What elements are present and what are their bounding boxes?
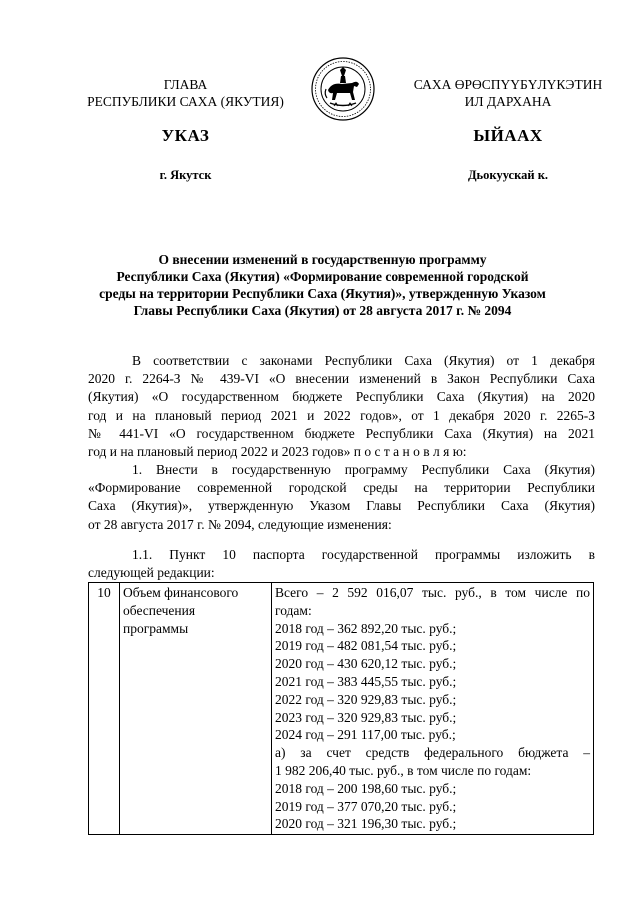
preamble-paragraph <box>88 352 595 461</box>
content-line: 2020 год – 430 620,12 тыс. руб.; <box>275 656 457 672</box>
header-left-line1: ГЛАВА <box>163 77 208 92</box>
body-line: Саха (Якутия)», утвержденную Указом Главы Республики Саха (Якутия) <box>88 498 595 514</box>
body-line: В соответствии с законами Республики Саха (Якутия) от 1 декабря <box>132 353 595 368</box>
content-line: 2018 год – 200 198,60 тыс. руб.; <box>275 780 457 796</box>
content-line: 1 982 206,40 тыс. руб., в том числе по годам: <box>275 762 532 778</box>
item-1-paragraph <box>88 461 595 534</box>
content-line: годам: <box>275 602 312 618</box>
body-line: год и на плановый период 2022 и 2023 годов» п о с т а н о в л я ю: <box>88 443 467 459</box>
body-line: «Формирование современной городской среды на территории Республики <box>88 480 595 496</box>
body-line: 2020 г. 2264-З № 439-VI «О внесении изменений в Закон Республики Саха <box>88 371 595 387</box>
body-line: 1.1. Пункт 10 паспорта государственной программы изложить в <box>132 547 595 562</box>
body-line: от 28 августа 2017 г. № 2094, следующие изменения: <box>88 516 392 532</box>
body-line: следующей редакции: <box>88 565 215 581</box>
title-line: среды на территории Республики Саха (Якутия)», утвержденную Указом <box>99 286 546 301</box>
title-line: О внесении изменений в государственную программу <box>158 252 487 267</box>
content-line: 2022 год – 320 929,83 тыс. руб.; <box>275 691 457 707</box>
content-line: Всего – 2 592 016,07 тыс. руб., в том числе по <box>275 585 590 600</box>
city-ru: г. Якутск <box>159 168 212 182</box>
table-row <box>89 583 594 835</box>
body-line: № 441-VI «О государственном бюджете Республики Саха (Якутия) на 2021 <box>88 425 595 441</box>
body-line: (Якутия) «О государственном бюджете Республики Саха (Якутия) на 2020 <box>88 389 595 405</box>
doc-type-sakha: ЫЙААХ <box>473 126 543 145</box>
item-1-1-paragraph <box>88 546 595 582</box>
financing-table <box>88 582 594 835</box>
content-line: 2023 год – 320 929,83 тыс. руб.; <box>275 709 457 725</box>
coat-of-arms-icon <box>310 56 376 122</box>
header-right-line2: ИЛ ДАРХАНА <box>464 94 552 109</box>
content-line: 2020 год – 321 196,30 тыс. руб.; <box>275 816 457 832</box>
content-line: 2019 год – 377 070,20 тыс. руб.; <box>275 798 457 814</box>
content-line: 2019 год – 482 081,54 тыс. руб.; <box>275 638 457 654</box>
row-content-cell <box>272 583 594 835</box>
title-line: Главы Республики Саха (Якутия) от 28 августа 2017 г. № 2094 <box>133 303 512 318</box>
title-line: Республики Саха (Якутия) «Формирование современной городской <box>116 269 529 284</box>
row-name-cell <box>120 583 272 835</box>
body-line: 1. Внести в государственную программу Республики Саха (Якутия) <box>132 462 595 477</box>
name-line: программы <box>123 620 189 636</box>
doc-type-ru: УКАЗ <box>161 126 210 145</box>
body-line: год и на плановый период 2021 и 2022 годов», от 1 декабря 2020 г. 2265-З <box>88 407 595 423</box>
name-line: Объем финансового <box>123 585 239 600</box>
content-line: 2018 год – 362 892,20 тыс. руб.; <box>275 620 457 636</box>
header-left-line2: РЕСПУБЛИКИ САХА (ЯКУТИЯ) <box>87 94 284 109</box>
header-right-line1: САХА ӨРӨСПҮҮБҮЛҮКЭТИН <box>413 77 603 92</box>
content-line: 2021 год – 383 445,55 тыс. руб.; <box>275 673 457 689</box>
document-title <box>80 251 565 319</box>
city-sakha: Дьокуускай к. <box>467 168 549 182</box>
header-right-sakha <box>383 76 633 110</box>
content-line: а) за счет средств федерального бюджета – <box>275 745 590 761</box>
row-number-cell: 10 <box>89 583 120 835</box>
content-line: 2024 год – 291 117,00 тыс. руб.; <box>275 727 456 743</box>
name-line: обеспечения <box>123 602 196 618</box>
header-left-ru <box>68 76 303 110</box>
